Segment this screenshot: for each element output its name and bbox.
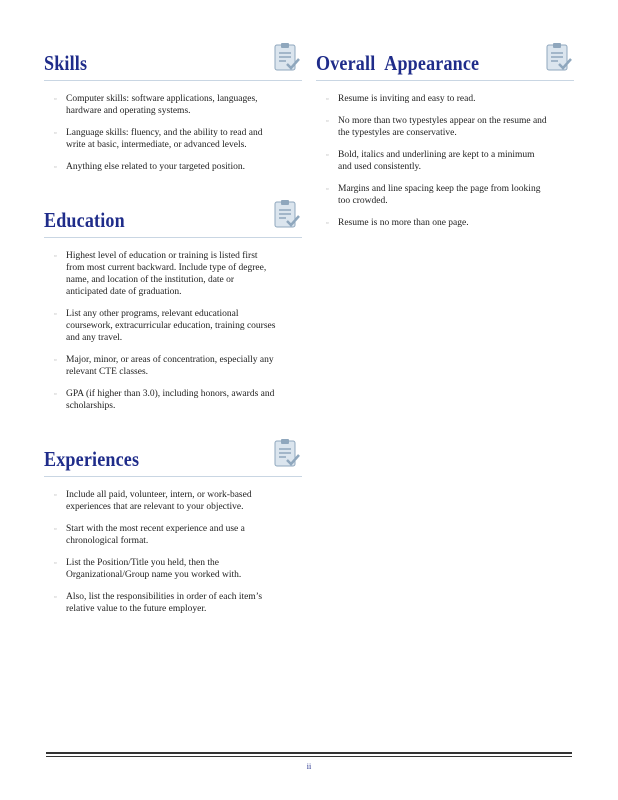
list-item: ▫ Start with the most recent experience and use a chronological format. bbox=[54, 524, 245, 546]
education-section bbox=[44, 197, 302, 412]
list-item: ▫ Major, minor, or areas of concentration, especially any relevant CTE classes. bbox=[54, 355, 274, 377]
list-item: ▫ Computer skills: software applications, languages, hardware and operating systems. bbox=[54, 94, 258, 116]
clipboard-check-icon bbox=[272, 198, 300, 230]
clipboard-check-icon bbox=[272, 41, 300, 73]
section-header bbox=[44, 40, 302, 81]
footer-rule bbox=[46, 752, 572, 754]
list-item: ▫ List the Position/Title you held, then the Organizational/Group name you worked with. bbox=[54, 558, 242, 580]
experiences-list bbox=[44, 489, 302, 615]
list-item: ▫ Margins and line spacing keep the page from looking too crowded. bbox=[326, 184, 541, 206]
list-item: ▫ GPA (if higher than 3.0), including honors, awards and scholarships. bbox=[54, 389, 275, 411]
section-header bbox=[316, 40, 574, 81]
clipboard-check-icon bbox=[272, 437, 300, 469]
list-item: ▫ Highest level of education or training is listed first from most current backward. Include type of degree, name, and location of the institution, date or anticipated date of graduation. bbox=[54, 251, 267, 297]
section-header bbox=[44, 436, 302, 477]
section-title: Experiences bbox=[44, 447, 140, 471]
list-item: ▫ Bold, italics and underlining are kept to a minimum and used consistently. bbox=[326, 150, 535, 172]
list-item: ▫ Resume is inviting and easy to read. bbox=[326, 94, 476, 104]
section-title: Skills bbox=[44, 51, 88, 75]
education-list bbox=[44, 250, 302, 412]
right-column bbox=[316, 40, 574, 253]
section-header bbox=[44, 197, 302, 238]
skills-list bbox=[44, 93, 302, 173]
clipboard-check-icon bbox=[544, 41, 572, 73]
appearance-section bbox=[316, 40, 574, 229]
list-item: ▫ Anything else related to your targeted position. bbox=[54, 162, 245, 172]
list-item: ▫ Resume is no more than one page. bbox=[326, 218, 469, 228]
list-item: ▫ Language skills: fluency, and the ability to read and write at basic, intermediate, or advanced levels. bbox=[54, 128, 263, 150]
left-column bbox=[44, 40, 302, 639]
list-item: ▫ No more than two typestyles appear on the resume and the typestyles are conservative. bbox=[326, 116, 547, 138]
list-item: ▫ List any other programs, relevant educational coursework, extracurricular education, training courses and any travel. bbox=[54, 309, 276, 343]
section-title: Overall Appearance bbox=[316, 51, 480, 75]
appearance-list bbox=[316, 93, 574, 229]
list-item: ▫ Include all paid, volunteer, intern, or work-based experiences that are relevant to your objective. bbox=[54, 490, 252, 512]
section-title: Education bbox=[44, 208, 125, 232]
experiences-section bbox=[44, 436, 302, 615]
footer-rule bbox=[46, 756, 572, 757]
skills-section bbox=[44, 40, 302, 173]
list-item: ▫ Also, list the responsibilities in order of each item’s relative value to the future employer. bbox=[54, 592, 263, 614]
page-number: ii bbox=[306, 762, 312, 771]
